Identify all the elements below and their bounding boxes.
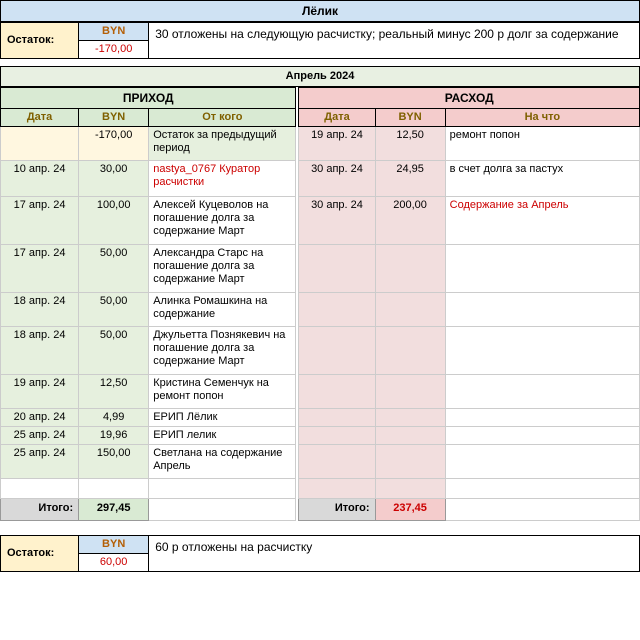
income-description: Кристина Семенчук на ремонт попон	[149, 375, 296, 409]
expense-date	[299, 293, 375, 327]
table-row[interactable]	[1, 127, 640, 161]
expense-date	[299, 375, 375, 409]
income-date	[1, 479, 79, 499]
expense-date	[299, 427, 375, 445]
expense-description	[445, 445, 639, 479]
income-col-from: От кого	[149, 109, 296, 127]
income-description	[149, 479, 296, 499]
bottom-balance-note: 60 р отложены на расчистку	[149, 536, 640, 572]
income-amount: 12,50	[79, 375, 149, 409]
income-date: 20 апр. 24	[1, 409, 79, 427]
document-title-row	[1, 1, 640, 22]
top-balance-header-row	[1, 23, 640, 41]
bottom-balance-currency-header: BYN	[79, 536, 149, 554]
expense-description: Содержание за Апрель	[445, 197, 639, 245]
expense-col-what: На что	[445, 109, 639, 127]
income-amount: 30,00	[79, 161, 149, 197]
table-row[interactable]	[1, 445, 640, 479]
table-row[interactable]	[1, 293, 640, 327]
expense-total-label: Итого:	[299, 499, 375, 521]
expense-section-title: РАСХОД	[299, 88, 640, 109]
income-amount: 19,96	[79, 427, 149, 445]
table-row[interactable]	[1, 161, 640, 197]
income-description: Алексей Куцеволов на погашение долга за содержание Март	[149, 197, 296, 245]
bottom-balance-value: 60,00	[79, 554, 149, 572]
top-balance-label: Остаток:	[1, 23, 79, 59]
expense-total-spacer	[445, 499, 639, 521]
expense-date	[299, 409, 375, 427]
table-row[interactable]	[1, 409, 640, 427]
expense-amount: 200,00	[375, 197, 445, 245]
spacer-2	[0, 521, 640, 535]
income-description: ЕРИП Лёлик	[149, 409, 296, 427]
expense-amount	[375, 479, 445, 499]
expense-amount	[375, 245, 445, 293]
expense-total-value: 237,45	[375, 499, 445, 521]
expense-amount	[375, 409, 445, 427]
bottom-balance-header-row	[1, 536, 640, 554]
expense-amount	[375, 445, 445, 479]
expense-date: 19 апр. 24	[299, 127, 375, 161]
income-date: 25 апр. 24	[1, 445, 79, 479]
income-date: 17 апр. 24	[1, 197, 79, 245]
income-description: Светлана на содержание Апрель	[149, 445, 296, 479]
income-date: 25 апр. 24	[1, 427, 79, 445]
income-amount: 50,00	[79, 293, 149, 327]
income-total-spacer	[149, 499, 296, 521]
income-amount: 100,00	[79, 197, 149, 245]
income-description: ЕРИП лелик	[149, 427, 296, 445]
top-balance-currency-header: BYN	[79, 23, 149, 41]
income-description: Александра Старс на погашение долга за содержание Март	[149, 245, 296, 293]
income-date: 19 апр. 24	[1, 375, 79, 409]
expense-date	[299, 245, 375, 293]
expense-description	[445, 245, 639, 293]
income-amount: 150,00	[79, 445, 149, 479]
table-row[interactable]	[1, 327, 640, 375]
totals-row	[1, 499, 640, 521]
section-header-row	[1, 88, 640, 109]
expense-description: ремонт попон	[445, 127, 639, 161]
top-balance-note: 30 отложены на следующую расчистку; реальный минус 200 р долг за содержание	[149, 23, 640, 59]
income-total-label: Итого:	[1, 499, 79, 521]
expense-description: в счет долга за пастух	[445, 161, 639, 197]
income-description: nastya_0767 Куратор расчистки	[149, 161, 296, 197]
expense-description	[445, 375, 639, 409]
income-total-value: 297,45	[79, 499, 149, 521]
income-amount: -170,00	[79, 127, 149, 161]
expense-date	[299, 327, 375, 375]
expense-description	[445, 427, 639, 445]
income-amount: 50,00	[79, 327, 149, 375]
column-header-row	[1, 109, 640, 127]
expense-date	[299, 445, 375, 479]
document-title: Лёлик	[1, 1, 640, 22]
expense-col-byn: BYN	[375, 109, 445, 127]
expense-description	[445, 293, 639, 327]
month-row	[1, 67, 640, 87]
income-date	[1, 127, 79, 161]
income-amount: 4,99	[79, 409, 149, 427]
expense-amount	[375, 293, 445, 327]
income-section-title: ПРИХОД	[1, 88, 296, 109]
expense-description	[445, 479, 639, 499]
income-date: 10 апр. 24	[1, 161, 79, 197]
income-amount	[79, 479, 149, 499]
table-row[interactable]	[1, 427, 640, 445]
month-label: Апрель 2024	[1, 67, 640, 87]
income-col-date: Дата	[1, 109, 79, 127]
bottom-balance-label: Остаток:	[1, 536, 79, 572]
income-description: Алинка Ромашкина на содержание	[149, 293, 296, 327]
income-date: 18 апр. 24	[1, 293, 79, 327]
expense-description	[445, 327, 639, 375]
income-date: 18 апр. 24	[1, 327, 79, 375]
top-balance-table	[0, 22, 640, 59]
top-balance-value: -170,00	[79, 41, 149, 59]
expense-description	[445, 409, 639, 427]
bottom-balance-table	[0, 535, 640, 572]
month-table	[0, 66, 640, 87]
table-row[interactable]	[1, 245, 640, 293]
income-description: Остаток за предыдущий период	[149, 127, 296, 161]
income-description: Джульетта Познякевич на погашение долга за содержание Март	[149, 327, 296, 375]
title-table	[0, 0, 640, 22]
expense-date: 30 апр. 24	[299, 197, 375, 245]
expense-date	[299, 479, 375, 499]
income-date: 17 апр. 24	[1, 245, 79, 293]
expense-amount	[375, 427, 445, 445]
expense-col-date: Дата	[299, 109, 375, 127]
table-row[interactable]	[1, 375, 640, 409]
expense-amount: 12,50	[375, 127, 445, 161]
spacer-1	[0, 59, 640, 66]
income-col-byn: BYN	[79, 109, 149, 127]
expense-amount	[375, 375, 445, 409]
expense-date: 30 апр. 24	[299, 161, 375, 197]
expense-amount: 24,95	[375, 161, 445, 197]
table-row[interactable]	[1, 197, 640, 245]
table-row-empty[interactable]	[1, 479, 640, 499]
expense-amount	[375, 327, 445, 375]
income-amount: 50,00	[79, 245, 149, 293]
ledger-table	[0, 87, 640, 521]
